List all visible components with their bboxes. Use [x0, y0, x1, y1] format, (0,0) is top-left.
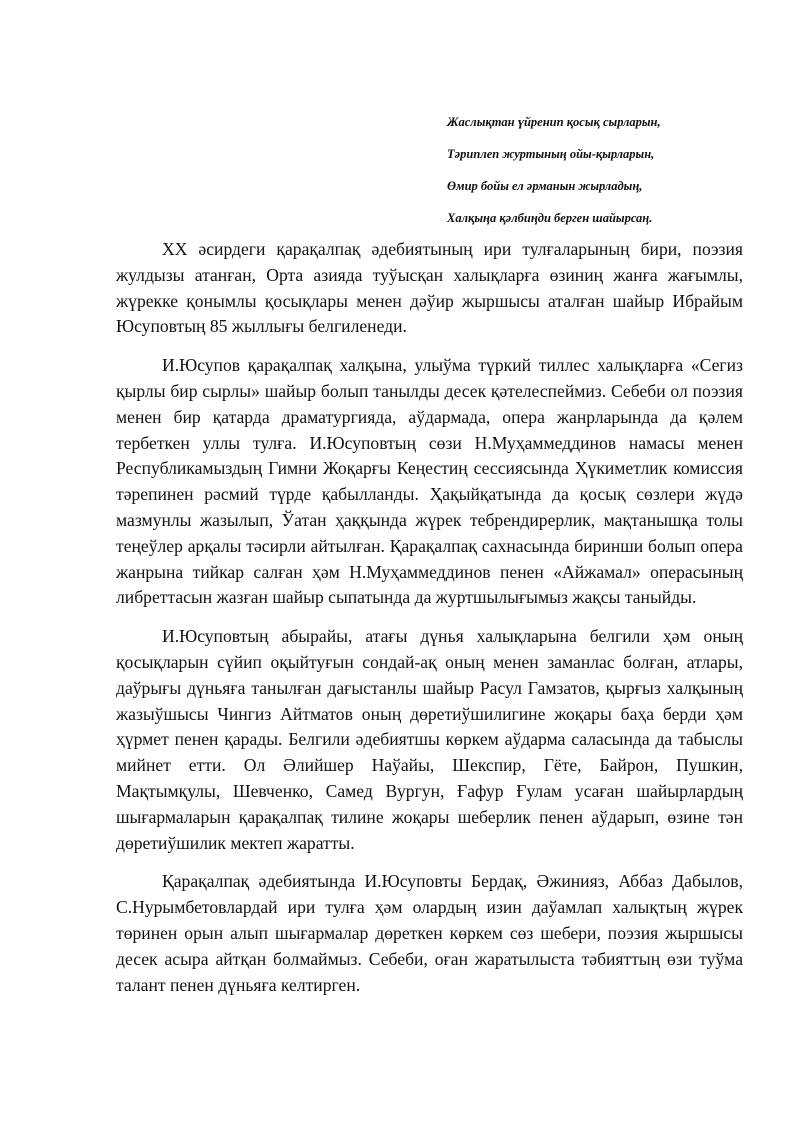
- paragraph-4: Қарақалпақ әдебиятында И.Юсуповты Бердақ, Әжинияз, Аббаз Дабылов, С.Нурымбетовлардай ири тулға ҳәм олардың изин даўамлап халықтың жүрек төринен орын алып шығармалар дөреткен көркем сөз шебери, поэзия жыршысы десек асыра айтқан болмаймыз. Себеби, оған жаратылыста тәбияттың өзи туўма талант пенен дүньяға келтирген.: [116, 871, 743, 995]
- paragraph-2: И.Юсупов қарақалпақ халқына, улыўма түркий тиллес халықларға «Сегиз қырлы бир сырлы» шайыр болып танылды десек қәтелеспеймиз. Себеби ол поэзия менен бир қатарда драматургияда, аўдармада, опера жанрларында да қәлем тербеткен уллы тулға. И.Юсуповтың сөзи Н.Муҳаммеддинов намасы менен Республикамыздың Гимни Жоқарғы Кеңестиң сессиясында Ҳүкиметлик комиссия тәрепинен рәсмий түрде қабылланды. Ҳақыйқатында да қосық сөзлери жүдә мазмунлы жазылып, Ўатан ҳаққында жүрек тебрендирерлик, мақтанышқа толы теңеўлер арқалы тәсирли айтылған. Қарақалпақ сахнасында биринши болып опера жанрына тийкар салған ҳәм Н.Муҳаммеддинов пенен «Айжамал» операсының либреттасын жазған шайыр сыпатында да журтшылығымыз жақсы таныйды.: [116, 355, 743, 608]
- paragraph-1: XX әсирдеги қарақалпақ әдебиятының ири тулғаларының бири, поэзия жулдызы атанған, Орта азияда туўысқан халықларға өзиниң жанға жағымлы, жүрекке қонымлы қосықлары менен дәўир жыршысы аталған шайыр Ибрайым Юсуповтың 85 жыллығы белгиленеди.: [116, 239, 743, 337]
- paragraph-3: И.Юсуповтың абырайы, атағы дүнья халықларына белгили ҳәм оның қосықларын сүйип оқыйтуғын сондай-ақ оның менен заманлас болған, атлары, даўрығы дүньяға танылған дағыстанлы шайыр Расул Гамзатов, қырғыз халқының жазыўшысы Чингиз Айтматов оның дөретиўшилигине жоқары баҳа берди ҳәм ҳүрмет пенен қарады. Белгили әдебиятшы көркем аўдарма саласында да табыслы мийнет етти. Ол Әлийшер Наўайы, Шекспир, Гёте, Байрон, Пушкин, Мақтымқулы, Шевченко, Самед Вургун, Ғафур Ғулам усаған шайырлардың шығармаларын қарақалпақ тилине жоқары шеберлик пенен аўдарып, өзине тән дөретиўшилик мектеп жаратты.: [116, 626, 743, 853]
- epigraph: [447, 106, 767, 234]
- epigraph-line-2: Тәриплеп журтының ойы-қырларын,: [447, 147, 655, 161]
- epigraph-line-4: Халқыңа қәлбиңди берген шайырсаң.: [447, 211, 653, 225]
- article-body: [116, 237, 743, 998]
- epigraph-line-1: Жаслықтан үйренип қосық сырларын,: [447, 115, 661, 129]
- epigraph-line-3: Өмир бойы ел әрманын жырладың,: [447, 179, 643, 193]
